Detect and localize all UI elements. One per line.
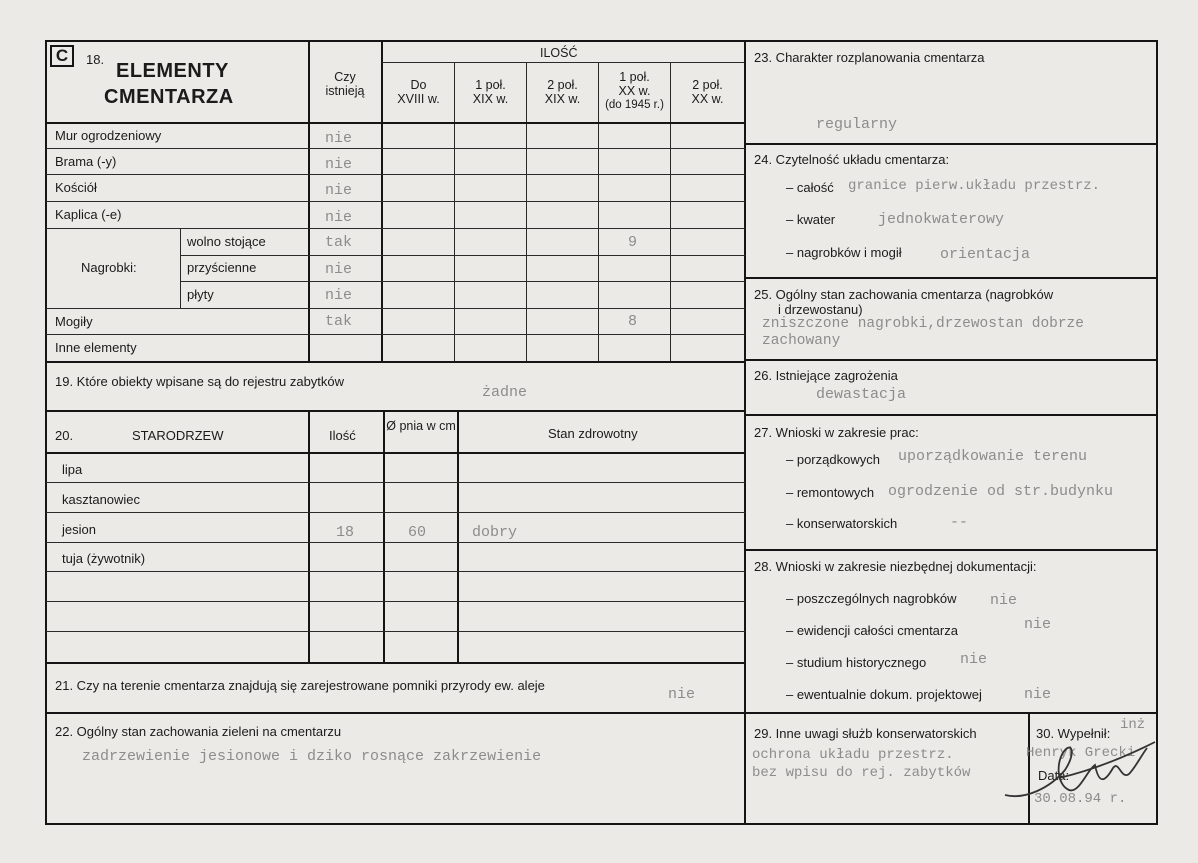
row-label-mogily: Mogiły xyxy=(55,314,93,329)
row-label-przyscienne: przyścienne xyxy=(187,260,257,275)
col-header-2pol-xx: 2 poł. XX w. xyxy=(691,78,724,106)
divider xyxy=(180,228,181,308)
ilosc-header: ILOŚĆ xyxy=(540,46,578,60)
value-mogily: tak xyxy=(325,313,353,330)
divider xyxy=(670,62,671,362)
q27-remontowych-value: ogrodzenie od str.budynku xyxy=(888,483,1114,500)
divider xyxy=(45,712,746,714)
divider xyxy=(46,228,745,229)
divider xyxy=(383,410,385,663)
q20-number: 20. xyxy=(55,428,74,443)
q24-kwater-label: – kwater xyxy=(786,212,836,227)
tree-ilosc: 18 xyxy=(336,524,355,541)
czy-istnieja-header: Czy istnieją xyxy=(325,70,365,98)
divider xyxy=(46,601,745,602)
tree-name: tuja (żywotnik) xyxy=(62,551,146,566)
tree-name: kasztanowiec xyxy=(62,492,141,507)
q30-date-value: 30.08.94 r. xyxy=(1034,791,1127,807)
divider xyxy=(45,452,746,454)
divider xyxy=(744,712,1158,714)
divider xyxy=(45,361,746,363)
q27-konserwatorskich-value: -- xyxy=(950,514,969,531)
divider xyxy=(457,410,459,663)
q20-pien-header: Ø pnia w cm xyxy=(386,419,456,433)
col-header-1pol-xix: 1 poł. XIX w. xyxy=(472,78,509,106)
tree-name: lipa xyxy=(62,462,83,477)
divider xyxy=(46,512,745,513)
q30-name-line2: Henryk Grecki xyxy=(1026,745,1136,761)
divider xyxy=(180,255,745,256)
divider xyxy=(45,410,746,412)
col-header-2pol-xix: 2 poł. XIX w. xyxy=(544,78,581,106)
q30-date-label: Data: xyxy=(1038,768,1070,783)
q23-label: 23. Charakter rozplanowania cmentarza xyxy=(754,50,985,65)
q27-label: 27. Wnioski w zakresie prac: xyxy=(754,425,919,440)
q21-label: 21. Czy na terenie cmentarza znajdują się zarejestrowane pomniki przyrody ew. aleje xyxy=(55,678,545,693)
row-label-mur: Mur ogrodzeniowy xyxy=(55,128,162,143)
row-label-kosciol: Kościół xyxy=(55,180,97,195)
q28-label: 28. Wnioski w zakresie niezbędnej dokumentacji: xyxy=(754,559,1037,574)
divider xyxy=(744,549,1158,551)
q21-value: nie xyxy=(668,686,696,703)
value-mogily-count: 8 xyxy=(628,313,638,330)
section-title-line2: CMENTARZA xyxy=(104,86,234,108)
q22-value: zadrzewienie jesionowe i dziko rosnące zakrzewienie xyxy=(82,748,542,765)
divider xyxy=(45,122,746,124)
q19-label: 19. Które obiekty wpisane są do rejestru zabytków xyxy=(55,374,345,389)
divider xyxy=(46,148,745,149)
divider xyxy=(46,542,745,543)
divider xyxy=(526,62,527,362)
section-letter-box xyxy=(50,45,74,67)
q24-calosc-label: – całość xyxy=(786,180,834,195)
divider xyxy=(744,143,1158,145)
q28-poszczegolnych-value: nie xyxy=(990,592,1018,609)
value-brama: nie xyxy=(325,156,353,173)
q30-name-line1: inż xyxy=(1120,717,1146,733)
divider xyxy=(382,62,744,63)
q29-value-line1: ochrona układu przestrz. xyxy=(752,747,954,763)
q28-poszczegolnych-label: – poszczególnych nagrobków xyxy=(786,591,957,606)
col-header-do-xviii: Do XVIII w. xyxy=(397,78,440,106)
value-mur: nie xyxy=(325,130,353,147)
section-letter: C xyxy=(55,46,69,65)
divider xyxy=(744,414,1158,416)
q24-nagrobkow-label: – nagrobków i mogił xyxy=(786,245,902,260)
section-18-number: 18. xyxy=(86,52,105,67)
divider xyxy=(46,308,745,309)
divider xyxy=(744,359,1158,361)
q28-ewidencji-label: – ewidencji całości cmentarza xyxy=(786,623,958,638)
value-przyscienne: nie xyxy=(325,261,353,278)
q23-value: regularny xyxy=(816,116,898,133)
row-label-inne: Inne elementy xyxy=(55,340,137,355)
row-label-kaplica: Kaplica (-e) xyxy=(55,207,122,222)
divider xyxy=(308,410,310,663)
divider xyxy=(46,571,745,572)
q22-label: 22. Ogólny stan zachowania zieleni na cmentarzu xyxy=(55,724,342,739)
row-label-brama: Brama (-y) xyxy=(55,154,117,169)
q25-label-line1: 25. Ogólny stan zachowania cmentarza (nagrobków xyxy=(754,287,1054,302)
q29-value-line2: bez wpisu do rej. zabytków xyxy=(752,765,971,781)
q28-projektowej-label: – ewentualnie dokum. projektowej xyxy=(786,687,982,702)
divider xyxy=(46,631,745,632)
value-kaplica: nie xyxy=(325,209,353,226)
divider xyxy=(46,201,745,202)
divider xyxy=(46,174,745,175)
q20-ilosc-header: Ilość xyxy=(329,428,356,443)
q27-porzadkowych-value: uporządkowanie terenu xyxy=(898,448,1088,465)
value-plyty: nie xyxy=(325,287,353,304)
q25-label-line2: i drzewostanu) xyxy=(778,302,863,317)
q30-label: 30. Wypełnił: xyxy=(1036,726,1111,741)
q28-projektowej-value: nie xyxy=(1024,686,1052,703)
q24-kwater-value: jednokwaterowy xyxy=(878,211,1005,228)
q29-label: 29. Inne uwagi służb konserwatorskich xyxy=(754,726,977,741)
signature-scribble xyxy=(995,730,1165,810)
q28-studium-label: – studium historycznego xyxy=(786,655,927,670)
q25-value-line1: zniszczone nagrobki,drzewostan dobrze xyxy=(762,316,1084,332)
q28-ewidencji-value: nie xyxy=(1024,616,1052,633)
q27-konserwatorskich-label: – konserwatorskich xyxy=(786,516,898,531)
tree-name: jesion xyxy=(62,522,96,537)
value-wolno-stojace-count: 9 xyxy=(628,234,638,251)
row-label-nagrobki: Nagrobki: xyxy=(81,260,137,275)
divider xyxy=(744,277,1158,279)
divider xyxy=(46,482,745,483)
q27-porzadkowych-label: – porządkowych xyxy=(786,452,880,467)
q19-value: żadne xyxy=(482,384,528,401)
q24-nagrobkow-value: orientacja xyxy=(940,246,1031,263)
section-title-line1: ELEMENTY xyxy=(116,60,229,82)
row-label-plyty: płyty xyxy=(187,287,214,302)
q25-value-line2: zachowany xyxy=(762,333,841,349)
divider xyxy=(45,662,746,664)
divider xyxy=(46,334,745,335)
divider xyxy=(454,62,455,362)
tree-pien: 60 xyxy=(408,524,427,541)
q26-value: dewastacja xyxy=(816,386,907,403)
value-wolno-stojace: tak xyxy=(325,234,353,251)
col-header-1pol-xx: 1 poł. XX w. (do 1945 r.) xyxy=(605,70,664,111)
value-kosciol: nie xyxy=(325,182,353,199)
q24-calosc-value: granice pierw.układu przestrz. xyxy=(848,178,1101,194)
q28-studium-value: nie xyxy=(960,651,988,668)
tree-stan: dobry xyxy=(472,524,518,541)
q26-label: 26. Istniejące zagrożenia xyxy=(754,368,898,383)
divider xyxy=(180,281,745,282)
q24-label: 24. Czytelność układu cmentarza: xyxy=(754,152,950,167)
q27-remontowych-label: – remontowych xyxy=(786,485,875,500)
q20-stan-header: Stan zdrowotny xyxy=(548,426,638,441)
row-label-wolno-stojace: wolno stojące xyxy=(187,234,266,249)
q20-title: STARODRZEW xyxy=(132,428,224,443)
